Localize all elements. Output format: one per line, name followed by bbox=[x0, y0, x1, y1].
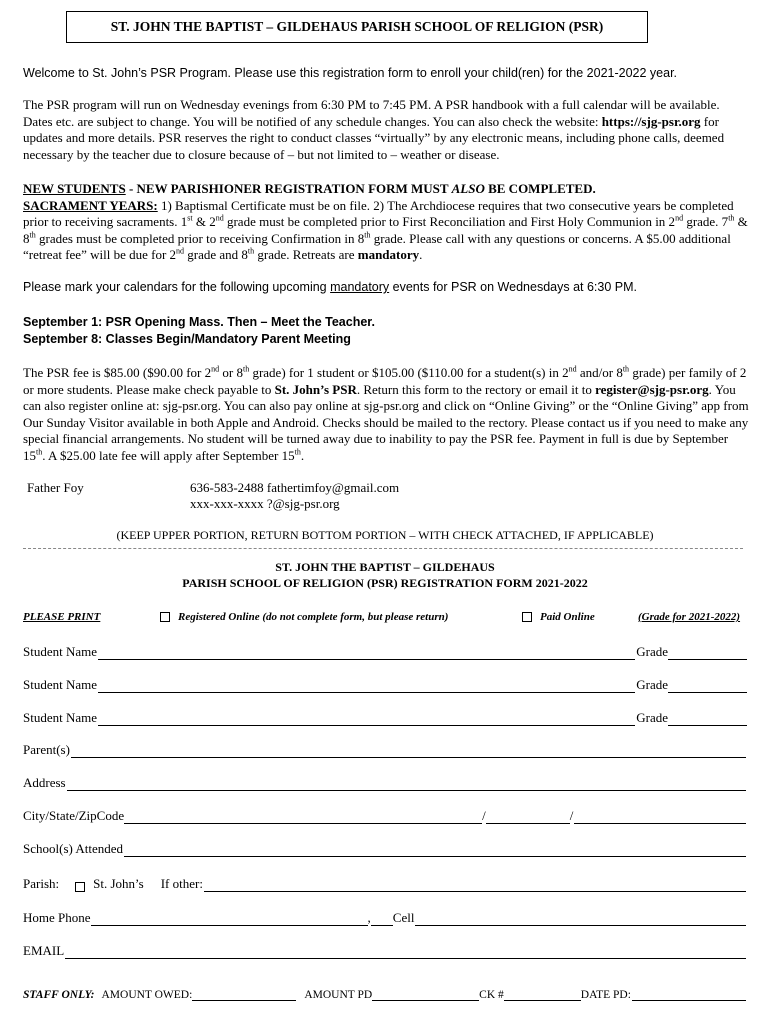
please-print-label: PLEASE PRINT bbox=[23, 611, 101, 623]
parish-row: Parish: St. John’s If other: bbox=[23, 874, 747, 892]
date-paid-field[interactable] bbox=[632, 986, 746, 1001]
city-field[interactable] bbox=[124, 809, 482, 824]
document-title: ST. JOHN THE BAPTIST – GILDEHAUS PARISH SCHOOL OF RELIGION (PSR) bbox=[66, 11, 648, 43]
schools-field[interactable] bbox=[124, 842, 746, 857]
student-name-field-2[interactable] bbox=[98, 678, 635, 693]
email-row: EMAIL bbox=[23, 941, 747, 959]
student-name-row-2: Student Name Grade bbox=[23, 675, 747, 693]
email-field[interactable] bbox=[65, 944, 746, 959]
payee: St. John’s PSR bbox=[274, 381, 357, 397]
grade-field-1[interactable] bbox=[668, 645, 747, 660]
print-options-row bbox=[23, 611, 749, 627]
grade-field-2[interactable] bbox=[668, 678, 747, 693]
other-parish-field[interactable] bbox=[204, 877, 746, 892]
new-students-heading: NEW STUDENTS - NEW PARISHIONER REGISTRATION FORM MUST ALSO BE COMPLETED. bbox=[23, 181, 596, 196]
new-students-section bbox=[23, 181, 749, 264]
mandatory-events bbox=[23, 314, 749, 348]
amount-paid-field[interactable] bbox=[372, 986, 479, 1001]
st-johns-checkbox[interactable] bbox=[75, 882, 85, 892]
parents-row: Parent(s) bbox=[23, 740, 747, 758]
contact-info bbox=[190, 480, 399, 512]
phone-row: Home Phone , Cell bbox=[23, 908, 747, 926]
contact-name: Father Foy bbox=[27, 480, 84, 495]
register-email-link[interactable]: register@sjg-psr.org bbox=[595, 381, 709, 397]
event-sept-1: September 1: PSR Opening Mass. Then – Meet the Teacher. bbox=[23, 315, 375, 329]
paid-online-checkbox[interactable] bbox=[522, 612, 532, 622]
city-state-zip-row: City/State/ZipCode / / bbox=[23, 806, 747, 824]
grade-for-label: (Grade for 2021-2022) bbox=[638, 611, 741, 623]
student-name-field-1[interactable] bbox=[98, 645, 635, 660]
registered-online-option[interactable]: Registered Online (do not complete form, but please return) bbox=[160, 611, 448, 623]
program-info: The PSR program will run on Wednesday evenings from 6:30 PM to 7:45 PM. A PSR handbook with a full calendar will be available. Dates etc. are subject to change. You will be notified of any schedule changes. You can also check the website: https://sjg-psr.org for updates and more details. PSR reserves the right to conduct classes “virtually” by any electronic means, including phone calls, deemed necessary by the teacher due to closure because of – but not limited to – weather or disease. bbox=[23, 97, 725, 162]
form-title: ST. JOHN THE BAPTIST – GILDEHAUS PARISH SCHOOL OF RELIGION (PSR) REGISTRATION FORM 2021-2022 bbox=[182, 560, 588, 590]
student-name-field-3[interactable] bbox=[98, 711, 635, 726]
contact-line-1: 636-583-2488 fathertimfoy@gmail.com bbox=[190, 480, 400, 495]
grade-field-3[interactable] bbox=[668, 711, 747, 726]
zip-field[interactable] bbox=[574, 809, 746, 824]
event-sept-8: September 8: Classes Begin/Mandatory Parent Meeting bbox=[23, 332, 351, 346]
staff-only-row: STAFF ONLY: AMOUNT OWED: AMOUNT PD CK # DATE PD: bbox=[23, 986, 747, 1001]
student-name-row-1: Student Name Grade bbox=[23, 642, 747, 660]
cell-phone-field[interactable] bbox=[415, 911, 746, 926]
address-row: Address bbox=[23, 773, 747, 791]
address-field[interactable] bbox=[67, 776, 746, 791]
schools-row: School(s) Attended bbox=[23, 839, 747, 857]
home-phone-field[interactable] bbox=[91, 911, 368, 926]
calendar-note: Please mark your calendars for the following upcoming mandatory events for PSR on Wednesdays at 6:30 PM. bbox=[23, 280, 637, 294]
amount-owed-field[interactable] bbox=[192, 986, 296, 1001]
paid-online-option[interactable]: Paid Online bbox=[522, 611, 595, 623]
student-name-row-3: Student Name Grade bbox=[23, 708, 747, 726]
staff-only-label: STAFF ONLY: bbox=[23, 989, 95, 1001]
cut-line bbox=[23, 548, 743, 549]
welcome-text: Welcome to St. John’s PSR Program. Please use this registration form to enroll your child(ren) for the 2021-2022 year. bbox=[23, 66, 678, 80]
registered-online-checkbox[interactable] bbox=[160, 612, 170, 622]
sacrament-years-text: SACRAMENT YEARS: 1) Baptismal Certificate must be on file. 2) The Archdiocese requires that two consecutive years be completed prior to receiving sacraments. 1st & 2nd grade must be completed prior to First Reconciliation and First Holy Communion in 2nd grade. 7th & 8th grades must be completed prior to receiving Confirmation in 8th grade. Please call with any questions or concerns. A $5.00 additional “retreat fee” will be due for 2nd grade and 8th grade. Retreats are mandatory. bbox=[23, 197, 748, 262]
state-field[interactable] bbox=[486, 809, 570, 824]
parents-field[interactable] bbox=[71, 743, 746, 758]
check-number-field[interactable] bbox=[504, 986, 581, 1001]
keep-upper-note: (KEEP UPPER PORTION, RETURN BOTTOM PORTION – WITH CHECK ATTACHED, IF APPLICABLE) bbox=[116, 528, 654, 542]
contact-line-2: xxx-xxx-xxxx ?@sjg-psr.org bbox=[190, 496, 340, 511]
website-link[interactable]: https://sjg-psr.org bbox=[601, 113, 701, 129]
fee-info: The PSR fee is $85.00 ($90.00 for 2nd or 8th grade) for 1 student or $105.00 ($110.00 for a student(s) in 2nd and/or 8th grade) per family of 2 or more students. Please make check payable to St. John’s PSR. Return this form to the rectory or email it to register@sjg-psr.org. You can also register online at: sjg-psr.org. You can also pay online at sjg-psr.org and click on “Online Giving” or the “Online Giving” app from Our Sunday Visitor available in both Apple and Android. Checks should be mailed to the rectory. Please contact us if you need to make any special financial arrangements. No student will be turned away due to inability to pay the PSR fee. Payment in full is due by September 15th. A $25.00 late fee will apply after September 15th. bbox=[23, 364, 749, 463]
